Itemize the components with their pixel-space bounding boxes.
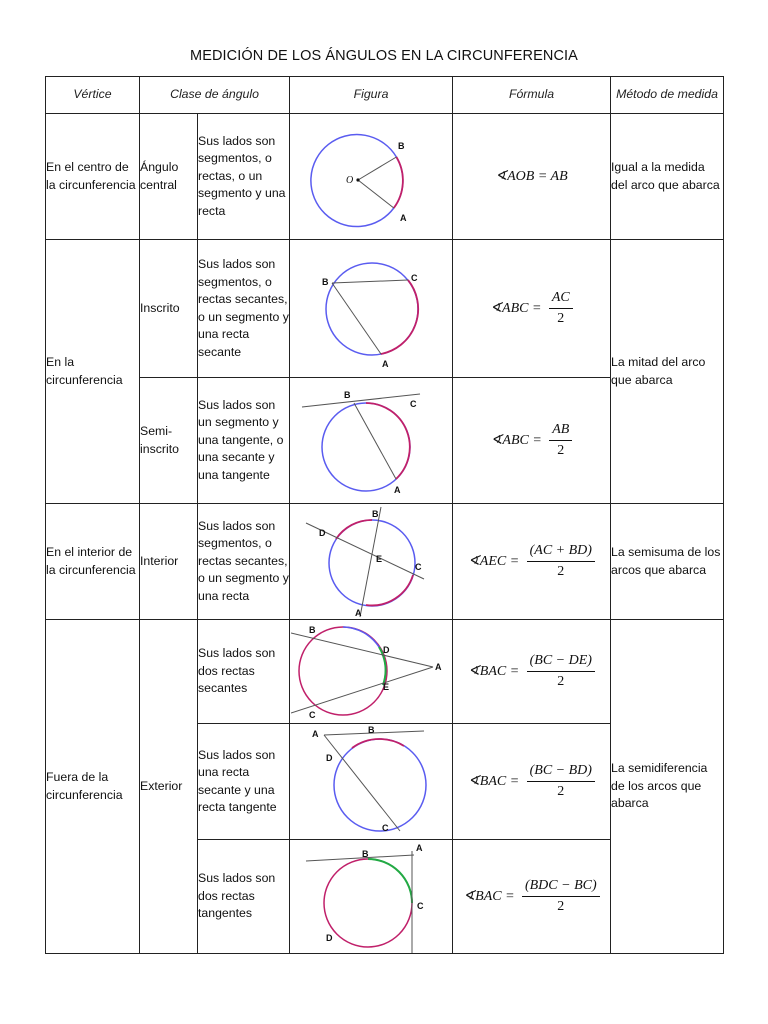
figure-inscribed xyxy=(290,240,453,378)
label-o: O xyxy=(346,174,354,186)
formula-fraction xyxy=(549,421,572,460)
angle-class-cell: Semi-inscrito xyxy=(140,378,198,504)
formula-prefix: ∢BAC = xyxy=(468,663,520,679)
formula-prefix: ∢AEC = xyxy=(468,553,520,569)
label-a: A xyxy=(312,728,319,739)
formula-denominator: 2 xyxy=(557,443,565,458)
formula-denominator: 2 xyxy=(557,899,565,914)
formula-fraction xyxy=(527,652,595,691)
interior-angle-diagram xyxy=(296,505,446,619)
vertex-cell: Fuera de la circunferencia xyxy=(46,620,140,954)
method-cell: La semidiferencia de los arcos que abarca xyxy=(611,620,724,954)
sides-cell: Sus lados son segmentos, o rectas, o un segmento y una recta xyxy=(198,114,290,240)
formula-fraction xyxy=(527,542,595,581)
figure-exterior-secants xyxy=(290,620,453,724)
label-a: A xyxy=(400,212,407,223)
sides-cell: Sus lados son dos rectas tangentes xyxy=(198,840,290,954)
formula-numerator: (BDC − BC) xyxy=(522,877,600,897)
figure-interior xyxy=(290,504,453,620)
label-e: E xyxy=(376,553,383,564)
table-row xyxy=(46,504,724,620)
formula-cell xyxy=(453,840,611,954)
method-cell: La semisuma de los arcos que abarca xyxy=(611,504,724,620)
label-b: B xyxy=(372,508,379,519)
sides-cell: Sus lados son segmentos, o rectas secantes, o un segmento y una recta secante xyxy=(198,240,290,378)
header-method: Método de medida xyxy=(611,77,724,114)
header-formula: Fórmula xyxy=(453,77,611,114)
sides-cell: Sus lados son una recta secante y una recta tangente xyxy=(198,724,290,840)
method-cell: Igual a la medida del arco que abarca xyxy=(611,114,724,240)
formula-cell xyxy=(453,114,611,240)
table-row xyxy=(46,240,724,378)
formula-prefix: ∢ABC = xyxy=(490,300,542,316)
vertex-cell: En el centro de la circunferencia xyxy=(46,114,140,240)
label-b: B xyxy=(344,389,351,400)
figure-central xyxy=(290,114,453,240)
label-d: D xyxy=(319,527,326,538)
formula-fraction xyxy=(522,877,600,916)
formula-cell xyxy=(453,724,611,840)
label-a: A xyxy=(382,358,389,369)
label-a: A xyxy=(394,484,401,495)
central-angle-diagram xyxy=(296,117,446,237)
table-row xyxy=(46,114,724,240)
label-b: B xyxy=(398,140,405,151)
formula-numerator: AC xyxy=(549,289,573,309)
formula-cell xyxy=(453,240,611,378)
header-angle-class: Clase de ángulo xyxy=(140,77,290,114)
exterior-secants-diagram xyxy=(291,621,451,723)
formula-prefix: ∢ABC = xyxy=(490,432,542,448)
angles-table xyxy=(45,76,724,954)
vertex-cell: En el interior de la circunferencia xyxy=(46,504,140,620)
page-title: MEDICIÓN DE LOS ÁNGULOS EN LA CIRCUNFERENCIA xyxy=(190,48,578,64)
label-d: D xyxy=(383,644,390,655)
label-b: B xyxy=(309,624,316,635)
label-e: E xyxy=(383,681,390,692)
angle-class-cell: Ángulo central xyxy=(140,114,198,240)
label-c: C xyxy=(417,900,424,911)
header-figure: Figura xyxy=(290,77,453,114)
label-b: B xyxy=(368,724,375,735)
formula-numerator: (BC − DE) xyxy=(527,652,595,672)
figure-exterior-tangents xyxy=(290,840,453,954)
formula-denominator: 2 xyxy=(557,784,565,799)
label-c: C xyxy=(411,272,418,283)
sides-cell: Sus lados son un segmento y una tangente, o una secante y una tangente xyxy=(198,378,290,504)
sides-cell: Sus lados son segmentos, o rectas secantes, o un segmento y una recta xyxy=(198,504,290,620)
method-cell: La mitad del arco que abarca xyxy=(611,240,724,504)
angle-class-cell: Inscrito xyxy=(140,240,198,378)
label-a: A xyxy=(416,842,423,853)
header-row xyxy=(46,77,724,114)
formula-fraction xyxy=(527,762,595,801)
formula-denominator: 2 xyxy=(557,311,565,326)
angle-class-cell: Interior xyxy=(140,504,198,620)
label-b: B xyxy=(322,276,329,287)
exterior-secant-tangent-diagram xyxy=(296,725,446,839)
formula-cell xyxy=(453,504,611,620)
inscribed-angle-diagram xyxy=(296,245,446,373)
formula-numerator: (BC − BD) xyxy=(527,762,595,782)
formula-cell xyxy=(453,378,611,504)
table-row xyxy=(46,620,724,724)
label-c: C xyxy=(382,822,389,833)
figure-semi-inscribed xyxy=(290,378,453,504)
label-a: A xyxy=(355,607,362,618)
header-vertex: Vértice xyxy=(46,77,140,114)
formula-central: ∢AOB = AB xyxy=(495,168,568,184)
label-c: C xyxy=(410,398,417,409)
label-d: D xyxy=(326,932,333,943)
formula-cell xyxy=(453,620,611,724)
label-c: C xyxy=(309,709,316,720)
label-b: B xyxy=(362,848,369,859)
figure-exterior-secant-tangent xyxy=(290,724,453,840)
exterior-tangents-diagram xyxy=(296,841,446,953)
label-c: C xyxy=(415,561,422,572)
sides-cell: Sus lados son dos rectas secantes xyxy=(198,620,290,724)
semi-inscribed-angle-diagram xyxy=(296,381,446,501)
formula-numerator: AB xyxy=(549,421,572,441)
formula-fraction xyxy=(549,289,573,328)
angle-class-cell: Exterior xyxy=(140,620,198,954)
formula-denominator: 2 xyxy=(557,674,565,689)
formula-numerator: (AC + BD) xyxy=(527,542,595,562)
formula-denominator: 2 xyxy=(557,564,565,579)
formula-prefix: ∢BAC = xyxy=(468,773,520,789)
label-a: A xyxy=(435,661,442,672)
formula-prefix: ∢BAC = xyxy=(463,888,515,904)
label-d: D xyxy=(326,752,333,763)
vertex-cell: En la circunferencia xyxy=(46,240,140,504)
